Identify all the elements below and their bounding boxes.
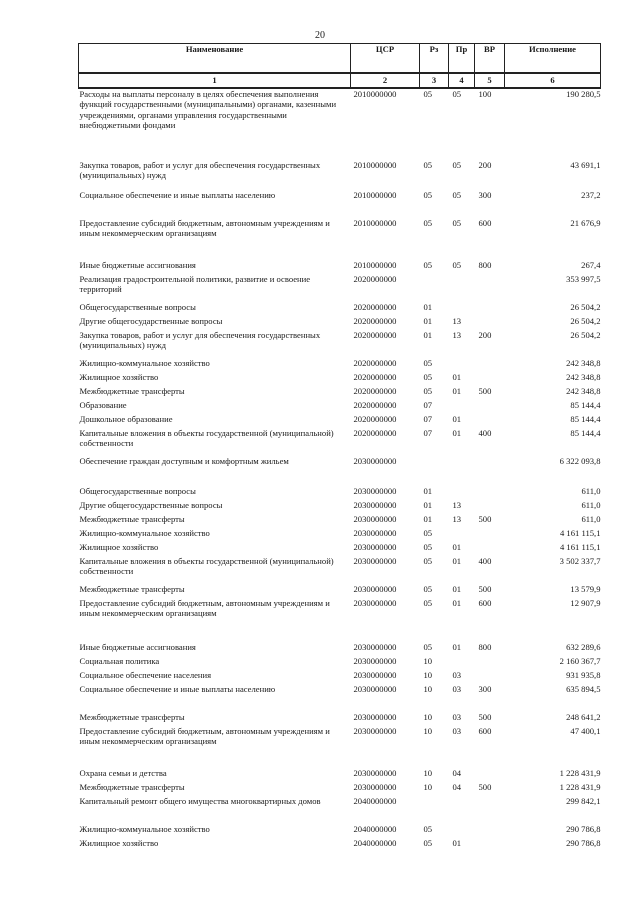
cell-name: Закупка товаров, работ и услуг для обеспечения государственных (муниципальных) нужд <box>79 160 321 181</box>
cell-vr <box>475 670 505 684</box>
cell-pr <box>449 486 475 500</box>
table-row <box>79 782 601 796</box>
cell-name: Общегосударственные вопросы <box>79 486 196 496</box>
cell-rz <box>420 274 449 302</box>
cell-amount: 611,0 <box>581 486 601 496</box>
cell-name: Социальное обеспечение и иные выплаты населению <box>79 190 276 200</box>
cell-csr: 2030000000 <box>353 486 397 496</box>
table-row <box>79 796 601 824</box>
cell-rz: 01 <box>423 330 433 340</box>
cell-vr <box>475 838 505 852</box>
table-row <box>79 190 601 218</box>
table-row <box>79 218 601 260</box>
table-row <box>79 684 601 712</box>
cell-rz: 05 <box>423 556 433 566</box>
table-row <box>79 386 601 400</box>
cell-pr: 05 <box>452 190 462 200</box>
cell-amount: 353 997,5 <box>566 274 601 284</box>
cell-vr: 500 <box>478 514 492 524</box>
cell-pr: 05 <box>452 260 462 270</box>
cell-name: Капитальный ремонт общего имущества многоквартирных домов <box>79 796 321 806</box>
cell-amount: 26 504,2 <box>570 330 601 340</box>
cell-amount: 26 504,2 <box>570 302 601 312</box>
column-number: 1 <box>79 73 351 88</box>
cell-vr: 200 <box>478 330 492 340</box>
cell-rz: 10 <box>423 712 433 722</box>
cell-pr: 01 <box>452 584 462 594</box>
cell-rz: 10 <box>423 768 433 778</box>
cell-pr: 01 <box>452 542 462 552</box>
cell-csr: 2030000000 <box>353 500 397 510</box>
cell-csr: 2030000000 <box>353 782 397 792</box>
cell-vr: 200 <box>478 160 492 170</box>
cell-rz: 10 <box>423 782 433 792</box>
table-row <box>79 372 601 386</box>
cell-csr: 2030000000 <box>353 584 397 594</box>
cell-csr: 2030000000 <box>353 456 397 466</box>
table-row <box>79 500 601 514</box>
cell-vr: 500 <box>478 782 492 792</box>
cell-csr: 2030000000 <box>353 712 397 722</box>
cell-csr: 2020000000 <box>353 386 397 396</box>
table-row <box>79 414 601 428</box>
cell-name: Жилищное хозяйство <box>79 838 159 848</box>
cell-csr: 2030000000 <box>353 528 397 538</box>
header-vr: ВР <box>475 44 505 74</box>
cell-csr: 2030000000 <box>353 656 397 666</box>
cell-vr: 500 <box>478 386 492 396</box>
cell-rz: 01 <box>423 500 433 510</box>
cell-amount: 290 786,8 <box>566 838 601 848</box>
cell-csr: 2030000000 <box>353 684 397 694</box>
cell-vr: 600 <box>478 218 492 228</box>
cell-pr: 03 <box>452 726 462 736</box>
cell-pr: 05 <box>452 160 462 170</box>
cell-amount: 248 641,2 <box>566 712 601 722</box>
cell-pr <box>449 274 475 302</box>
cell-name: Жилищное хозяйство <box>79 372 159 382</box>
cell-rz: 10 <box>423 656 433 666</box>
cell-name: Дошкольное образование <box>79 414 173 424</box>
column-number-row <box>79 73 601 88</box>
cell-rz: 05 <box>423 218 433 228</box>
table-row <box>79 260 601 274</box>
table-row <box>79 514 601 528</box>
table-row <box>79 584 601 598</box>
cell-rz: 10 <box>423 726 433 736</box>
cell-amount: 1 228 431,9 <box>559 768 601 778</box>
cell-rz: 05 <box>423 260 433 270</box>
cell-pr: 03 <box>452 712 462 722</box>
table-row <box>79 642 601 656</box>
table-row <box>79 824 601 838</box>
column-number: 2 <box>351 73 420 88</box>
table-row <box>79 712 601 726</box>
cell-pr <box>449 528 475 542</box>
cell-amount: 21 676,9 <box>570 218 601 228</box>
table-row <box>79 456 601 486</box>
cell-name: Предоставление субсидий бюджетным, автономным учреждениям и иным некоммерческим организациям <box>79 598 330 619</box>
cell-vr: 400 <box>478 428 492 438</box>
cell-name: Другие общегосударственные вопросы <box>79 500 223 510</box>
cell-name: Межбюджетные трансферты <box>79 712 185 722</box>
cell-csr: 2030000000 <box>353 542 397 552</box>
table-row <box>79 670 601 684</box>
cell-vr: 500 <box>478 584 492 594</box>
cell-vr <box>475 500 505 514</box>
cell-name: Социальное обеспечение и иные выплаты населению <box>79 684 276 694</box>
table-row <box>79 838 601 852</box>
cell-rz <box>420 456 449 486</box>
cell-amount: 85 144,4 <box>570 400 601 410</box>
cell-rz: 05 <box>423 824 433 834</box>
cell-csr: 2010000000 <box>353 260 397 270</box>
cell-amount: 12 907,9 <box>570 598 601 608</box>
cell-amount: 47 400,1 <box>570 726 601 736</box>
cell-pr: 03 <box>452 684 462 694</box>
cell-name: Социальное обеспечение населения <box>79 670 212 680</box>
cell-rz: 05 <box>423 358 433 368</box>
cell-csr: 2010000000 <box>353 160 397 170</box>
table-row <box>79 358 601 372</box>
cell-pr: 01 <box>452 428 462 438</box>
cell-name: Иные бюджетные ассигнования <box>79 642 196 652</box>
table-row <box>79 726 601 768</box>
page-number: 20 <box>315 30 325 41</box>
column-number: 5 <box>475 73 505 88</box>
cell-rz: 07 <box>423 414 433 424</box>
cell-vr: 600 <box>478 598 492 608</box>
cell-csr: 2040000000 <box>353 824 397 834</box>
cell-amount: 3 502 337,7 <box>559 556 601 566</box>
cell-amount: 611,0 <box>581 514 601 524</box>
cell-pr: 13 <box>452 330 462 340</box>
cell-vr <box>475 486 505 500</box>
cell-vr: 500 <box>478 712 492 722</box>
header-pr: Пр <box>449 44 475 74</box>
cell-rz: 05 <box>423 598 433 608</box>
cell-csr: 2010000000 <box>353 190 397 200</box>
cell-csr: 2020000000 <box>353 414 397 424</box>
cell-amount: 931 935,8 <box>566 670 601 680</box>
cell-amount: 43 691,1 <box>570 160 601 170</box>
cell-name: Предоставление субсидий бюджетным, автономным учреждениям и иным некоммерческим организациям <box>79 726 330 747</box>
cell-name: Межбюджетные трансферты <box>79 584 185 594</box>
cell-name: Межбюджетные трансферты <box>79 782 185 792</box>
cell-vr: 800 <box>478 260 492 270</box>
cell-csr: 2020000000 <box>353 316 397 326</box>
cell-name: Жилищно-коммунальное хозяйство <box>79 824 210 834</box>
cell-amount: 2 160 367,7 <box>559 656 601 666</box>
cell-csr: 2030000000 <box>353 670 397 680</box>
cell-pr: 13 <box>452 514 462 524</box>
table-row <box>79 316 601 330</box>
cell-pr <box>449 796 475 824</box>
header-row <box>79 44 601 74</box>
header-name: Наименование <box>79 44 351 74</box>
cell-name: Капитальные вложения в объекты государственной (муниципальной) собственности <box>79 556 334 577</box>
cell-amount: 299 842,1 <box>566 796 601 806</box>
cell-pr: 01 <box>452 642 462 652</box>
cell-amount: 635 894,5 <box>566 684 601 694</box>
cell-rz <box>420 796 449 824</box>
cell-vr <box>475 274 505 302</box>
cell-name: Закупка товаров, работ и услуг для обеспечения государственных (муниципальных) нужд <box>79 330 321 351</box>
table-row <box>79 598 601 642</box>
cell-csr: 2040000000 <box>353 796 397 806</box>
cell-name: Охрана семьи и детства <box>79 768 167 778</box>
cell-vr <box>475 768 505 782</box>
cell-amount: 190 280,5 <box>566 89 601 99</box>
table-row <box>79 556 601 584</box>
cell-rz: 01 <box>423 302 433 312</box>
cell-amount: 85 144,4 <box>570 414 601 424</box>
cell-name: Реализация градостроительной политики, развитие и освоение территорий <box>79 274 311 295</box>
table-body <box>79 88 601 852</box>
cell-csr: 2030000000 <box>353 726 397 736</box>
table-row <box>79 656 601 670</box>
cell-rz: 05 <box>423 372 433 382</box>
cell-rz: 10 <box>423 684 433 694</box>
cell-vr <box>475 542 505 556</box>
cell-amount: 237,2 <box>581 190 601 200</box>
cell-vr: 400 <box>478 556 492 566</box>
cell-amount: 1 228 431,9 <box>559 782 601 792</box>
column-number: 6 <box>505 73 601 88</box>
cell-name: Межбюджетные трансферты <box>79 514 185 524</box>
cell-name: Обеспечение граждан доступным и комфортным жильем <box>79 456 289 466</box>
header-amount: Исполнение <box>505 44 601 74</box>
cell-csr: 2030000000 <box>353 768 397 778</box>
cell-rz: 05 <box>423 584 433 594</box>
cell-rz: 05 <box>423 542 433 552</box>
cell-amount: 6 322 093,8 <box>559 456 601 466</box>
cell-amount: 611,0 <box>581 500 601 510</box>
cell-vr <box>475 400 505 414</box>
cell-vr <box>475 358 505 372</box>
table-row <box>79 274 601 302</box>
cell-pr: 01 <box>452 414 462 424</box>
cell-pr: 01 <box>452 386 462 396</box>
table-row <box>79 330 601 358</box>
cell-rz: 05 <box>423 642 433 652</box>
cell-csr: 2020000000 <box>353 302 397 312</box>
cell-vr <box>475 824 505 838</box>
cell-pr: 01 <box>452 556 462 566</box>
cell-csr: 2030000000 <box>353 642 397 652</box>
cell-amount: 632 289,6 <box>566 642 601 652</box>
cell-vr <box>475 456 505 486</box>
cell-vr <box>475 414 505 428</box>
cell-csr: 2020000000 <box>353 330 397 340</box>
cell-pr: 05 <box>452 89 462 99</box>
cell-name: Капитальные вложения в объекты государственной (муниципальной) собственности <box>79 428 334 449</box>
table-row <box>79 302 601 316</box>
cell-vr: 100 <box>478 89 492 99</box>
cell-amount: 242 348,8 <box>566 386 601 396</box>
table-row <box>79 542 601 556</box>
cell-amount: 85 144,4 <box>570 428 601 438</box>
cell-csr: 2010000000 <box>353 218 397 228</box>
cell-name: Жилищно-коммунальное хозяйство <box>79 358 210 368</box>
cell-amount: 13 579,9 <box>570 584 601 594</box>
cell-name: Жилищно-коммунальное хозяйство <box>79 528 210 538</box>
cell-name: Образование <box>79 400 127 410</box>
cell-name: Социальная политика <box>79 656 160 666</box>
cell-pr: 04 <box>452 768 462 778</box>
cell-vr <box>475 302 505 316</box>
cell-pr <box>449 456 475 486</box>
table-row <box>79 768 601 782</box>
cell-pr <box>449 656 475 670</box>
table-row <box>79 160 601 190</box>
cell-vr: 300 <box>478 190 492 200</box>
cell-pr <box>449 358 475 372</box>
cell-name: Другие общегосударственные вопросы <box>79 316 223 326</box>
cell-rz: 05 <box>423 838 433 848</box>
cell-pr <box>449 824 475 838</box>
cell-csr: 2040000000 <box>353 838 397 848</box>
cell-pr: 03 <box>452 670 462 680</box>
budget-table <box>78 43 601 852</box>
cell-amount: 242 348,8 <box>566 358 601 368</box>
cell-vr <box>475 796 505 824</box>
table-row <box>79 88 601 160</box>
cell-rz: 05 <box>423 190 433 200</box>
cell-pr: 04 <box>452 782 462 792</box>
cell-amount: 26 504,2 <box>570 316 601 326</box>
cell-pr: 13 <box>452 316 462 326</box>
cell-vr: 800 <box>478 642 492 652</box>
cell-vr <box>475 316 505 330</box>
cell-amount: 4 161 115,1 <box>559 528 601 538</box>
cell-rz: 07 <box>423 428 433 438</box>
cell-pr: 05 <box>452 218 462 228</box>
cell-csr: 2010000000 <box>353 89 397 99</box>
cell-name: Иные бюджетные ассигнования <box>79 260 196 270</box>
cell-amount: 290 786,8 <box>566 824 601 834</box>
cell-rz: 05 <box>423 386 433 396</box>
cell-csr: 2020000000 <box>353 428 397 438</box>
cell-vr <box>475 528 505 542</box>
cell-csr: 2020000000 <box>353 400 397 410</box>
cell-pr: 13 <box>452 500 462 510</box>
cell-vr: 300 <box>478 684 492 694</box>
column-number: 4 <box>449 73 475 88</box>
cell-rz: 01 <box>423 316 433 326</box>
cell-pr: 01 <box>452 372 462 382</box>
cell-name: Жилищное хозяйство <box>79 542 159 552</box>
cell-rz: 07 <box>423 400 433 410</box>
cell-name: Расходы на выплаты персоналу в целях обеспечения выполнения функций государственными (муниципальными) органами, казенными учреждениями, органами управления государственными внебюджетными фондами <box>79 89 337 131</box>
cell-rz: 05 <box>423 528 433 538</box>
cell-name: Межбюджетные трансферты <box>79 386 185 396</box>
cell-csr: 2030000000 <box>353 514 397 524</box>
cell-rz: 05 <box>423 160 433 170</box>
cell-rz: 05 <box>423 89 433 99</box>
cell-rz: 10 <box>423 670 433 680</box>
cell-pr <box>449 302 475 316</box>
cell-rz: 01 <box>423 486 433 496</box>
cell-vr <box>475 656 505 670</box>
table-row <box>79 486 601 500</box>
cell-csr: 2020000000 <box>353 274 397 284</box>
cell-pr: 01 <box>452 838 462 848</box>
table-row <box>79 400 601 414</box>
header-csr: ЦСР <box>351 44 420 74</box>
cell-vr: 600 <box>478 726 492 736</box>
column-number: 3 <box>420 73 449 88</box>
cell-csr: 2020000000 <box>353 372 397 382</box>
cell-vr <box>475 372 505 386</box>
table-row <box>79 528 601 542</box>
cell-name: Общегосударственные вопросы <box>79 302 196 312</box>
header-rz: Рз <box>420 44 449 74</box>
cell-pr <box>449 400 475 414</box>
cell-name: Предоставление субсидий бюджетным, автономным учреждениям и иным некоммерческим организациям <box>79 218 330 239</box>
cell-csr: 2020000000 <box>353 358 397 368</box>
cell-csr: 2030000000 <box>353 556 397 566</box>
cell-amount: 242 348,8 <box>566 372 601 382</box>
cell-pr: 01 <box>452 598 462 608</box>
cell-amount: 4 161 115,1 <box>559 542 601 552</box>
cell-amount: 267,4 <box>581 260 601 270</box>
table-row <box>79 428 601 456</box>
cell-csr: 2030000000 <box>353 598 397 608</box>
cell-rz: 01 <box>423 514 433 524</box>
